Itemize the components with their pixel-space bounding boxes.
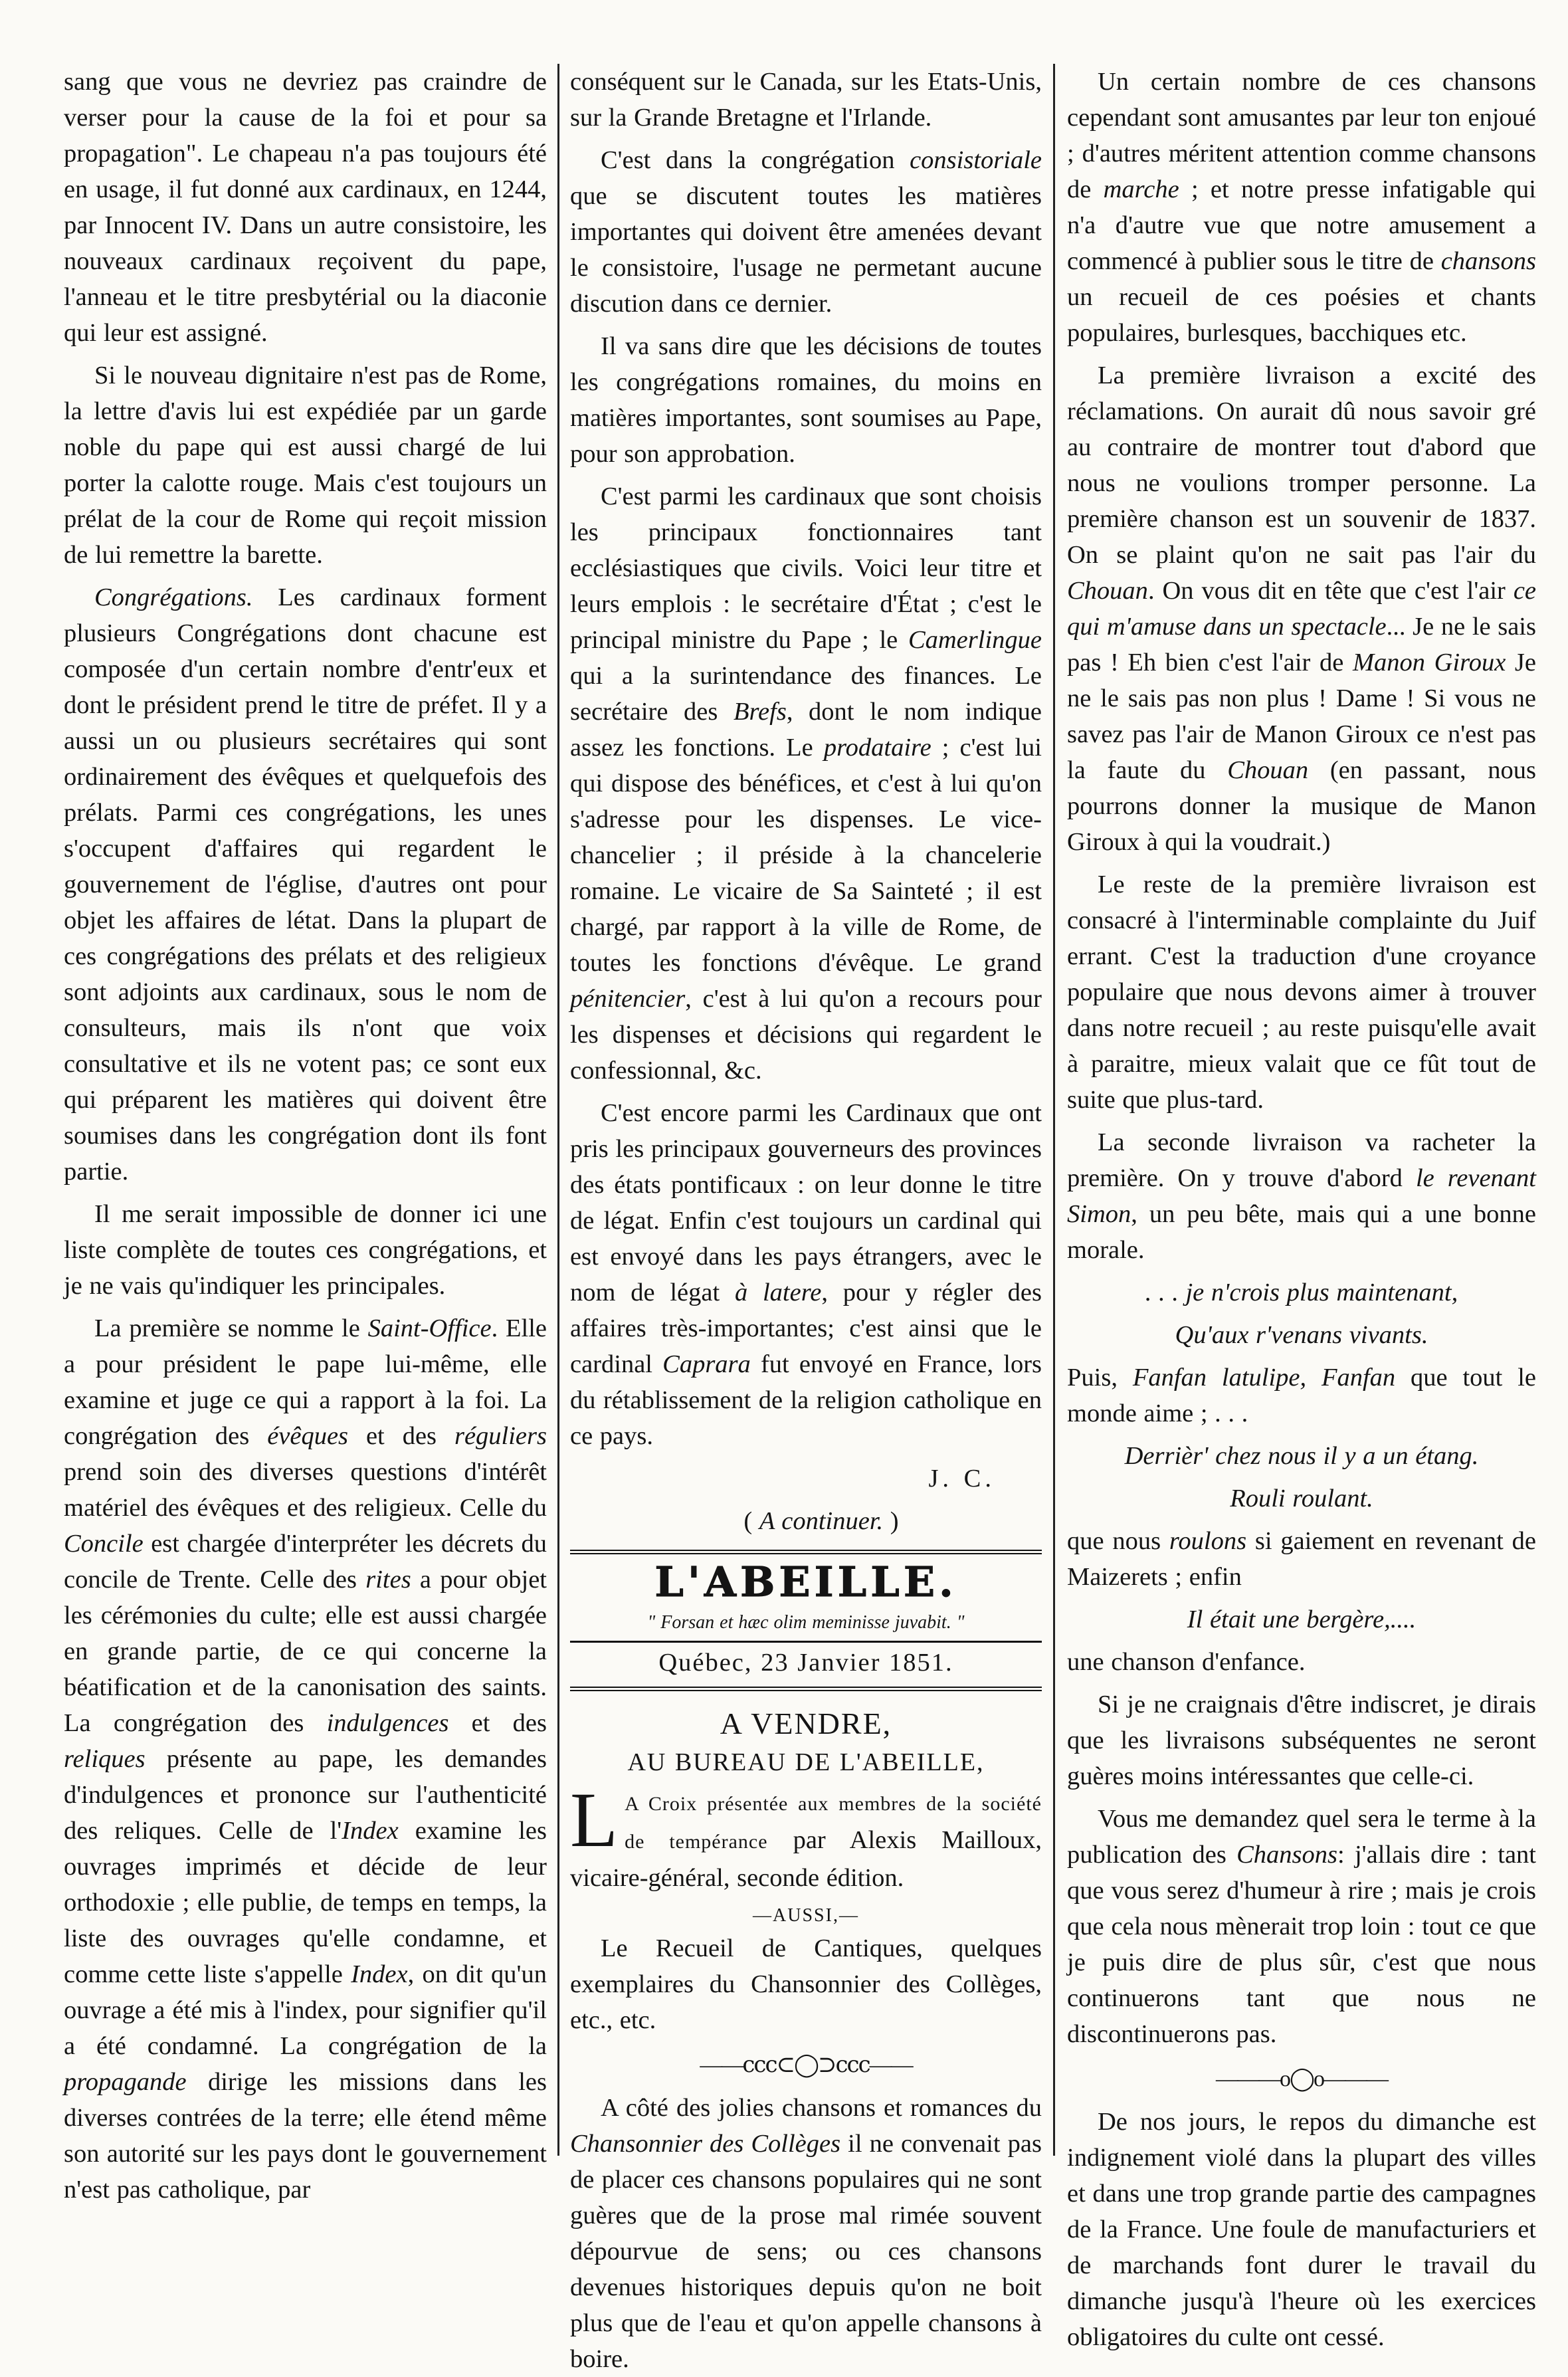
- paragraph: [1067, 358, 1536, 860]
- text-run: Puis,: [1067, 1364, 1133, 1392]
- continuation-note: ( A continuer. ): [743, 1507, 899, 1535]
- text-run: Vous me demandez quel sera le terme à la publication des: [1067, 1805, 1536, 1869]
- advertisement-subtitle: AU BUREAU DE L'ABEILLE,: [627, 1748, 985, 1776]
- text-run-italic: Chansons: [1236, 1841, 1337, 1869]
- text-run-italic: Caprara: [662, 1350, 751, 1378]
- text-run: , un peu bête, mais qui a une bonne morale.: [1067, 1200, 1536, 1264]
- masthead-title: L'ABEILLE.: [654, 1558, 957, 1606]
- text-run: que nous: [1067, 1527, 1169, 1555]
- text-run: , pour y régler des affaires très-importantes; c'est ainsi que le cardinal: [570, 1279, 1042, 1378]
- masthead-rule: [570, 1550, 1042, 1554]
- text-run: ... Je ne le sais pas ! Eh bien c'est l'air de: [1067, 613, 1536, 676]
- text-run: , c'est à lui qu'on a recours pour les dispenses et décisions qui regardent le confessionnal, &c.: [570, 985, 1042, 1085]
- text-run: qui a la surintendance des finances. Le secrétaire des: [570, 662, 1042, 726]
- text-run: A Croix: [625, 1793, 708, 1815]
- paragraph: conséquent sur le Canada, sur les Etats-Unis, sur la Grande Bretagne et l'Irlande.: [570, 68, 1042, 132]
- paragraph: sang que vous ne devriez pas craindre de verser pour la cause de la foi et pour sa propagation". Le chapeau n'a pas toujours été en usage, il fut donné aux cardinaux, en 1244, par Innocent IV. Dans un autre consistoire, les nouveaux cardinaux reçoivent du pape, l'anneau et le titre presbytérial ou la diaconie qui leur est assigné.: [64, 68, 547, 347]
- verse-line: Rouli roulant.: [1230, 1485, 1373, 1512]
- text-run: il ne convenait pas de placer ces chansons populaires qui ne sont guères que de la prose mal rimée souvent dépourvue de sens; ou ces chansons devenues historiques depuis qu'on ne boit plus que de l'eau et qu'on appelle chansons à boire.: [570, 2130, 1042, 2373]
- text-run-italic: propagande: [64, 2068, 187, 2096]
- text-run: par Alexis Mailloux, vicaire-général, seconde édition.: [570, 1826, 1042, 1892]
- text-run-italic: Chouan: [1227, 756, 1309, 784]
- text-run-italic: Index: [351, 1960, 408, 1988]
- text-run-italic: Index: [342, 1817, 399, 1845]
- signature: J. C.: [928, 1465, 995, 1493]
- paragraph: [1067, 1360, 1536, 1431]
- text-run-italic: Manon Giroux: [1352, 649, 1506, 676]
- text-run-italic: prodataire: [823, 734, 931, 762]
- column-divider: [1053, 64, 1055, 2156]
- text-run-italic: réguliers: [454, 1422, 547, 1450]
- text-run: a pour objet les cérémonies du culte; elle est aussi chargée en grande partie, de ce qui concerne la béatification et de la canonisation des saints. La congrégation des: [64, 1566, 547, 1737]
- text-run-italic: consistoriale: [910, 146, 1042, 174]
- advertisement-paragraph: [570, 1776, 1042, 1896]
- text-run: , dont le nom indique assez les fonctions. Le: [570, 698, 1042, 762]
- text-run-italic: Chouan: [1067, 577, 1148, 605]
- paragraph: [570, 478, 1042, 1088]
- text-run-italic: pénitencier: [570, 985, 686, 1013]
- paragraph: [1067, 1523, 1536, 1595]
- text-run: ; c'est lui qui dispose des bénéfices, et c'est à lui qu'on s'adresse pour les dispenses. Le vice-chancelier ; il préside à la chancelerie romaine. Le vicaire de Sa Sainteté ; il est chargé, par rapport à la ville de Rome, de toutes les fonctions d'évêque. Le grand: [570, 734, 1042, 977]
- text-run: C'est dans la congrégation: [601, 146, 910, 174]
- text-run-italic: rites: [365, 1566, 411, 1594]
- paragraph: une chanson d'enfance.: [1067, 1648, 1306, 1676]
- text-run: fut envoyé en France, lors du rétablissement de la religion catholique en ce pays.: [570, 1350, 1042, 1450]
- column-3: [1067, 64, 1536, 2351]
- text-run: C'est encore parmi les Cardinaux que ont pris les principaux gouverneurs des provinces des états pontificaux : on leur donne le titre de légat. Enfin c'est toujours un cardinal qui est envoyé dans les pays étrangers, avec le nom de légat: [570, 1099, 1042, 1306]
- text-run: Un certain nombre de ces chansons cependant sont amusantes par leur ton enjoué ; d'autres méritent attention comme chansons de: [1067, 68, 1536, 203]
- text-run-italic: évêques: [267, 1422, 349, 1450]
- text-run-italic: le revenant Simon: [1067, 1164, 1536, 1228]
- paragraph: [1067, 1801, 1536, 2052]
- continuation-text: A continuer.: [759, 1507, 884, 1535]
- text-run-italic: Saint-Office: [367, 1314, 492, 1342]
- aussi-heading: —AUSSI,—: [753, 1905, 859, 1926]
- ornament-divider: ——ⅽⅽⅽ⊂◯⊃ⅽⅽⅽ——: [700, 2053, 912, 2077]
- text-run-italic: ce qui m'amuse dans un spectacle: [1067, 577, 1536, 641]
- paragraph: Si je ne craignais d'être indiscret, je dirais que les livraisons subséquentes ne seront guères moins intéressantes que celle-ci.: [1067, 1691, 1536, 1790]
- text-run-italic: Concile: [64, 1530, 144, 1558]
- verse-line: Il était une bergère,....: [1187, 1605, 1417, 1633]
- text-run-italic: Fanfan latulipe, Fanfan: [1132, 1364, 1396, 1392]
- paragraph: [570, 1095, 1042, 1454]
- paragraph: Il va sans dire que les décisions de toutes les congrégations romaines, du moins en matières importantes, sont soumises au Pape, pour son approbation.: [570, 332, 1042, 468]
- column-2: [570, 64, 1042, 2373]
- text-run: : j'allais dire : tant que vous serez d'humeur à rire ; mais je crois que cela nous mènerait trop loin : tout ce que je puis dire de plus sûr, c'est que nous continuerons tant que nous ne discontinuerons pas.: [1067, 1841, 1536, 2048]
- ornament-divider: ———ο◯ο———: [1215, 2067, 1388, 2091]
- dateline: Québec, 23 Janvier 1851.: [570, 1643, 1042, 1691]
- text-run: (en passant, nous pourrons donner la musique de Manon Giroux à qui la voudrait.): [1067, 756, 1536, 856]
- text-run: Les cardinaux forment plusieurs Congrégations dont chacune est composée d'un certain nombre d'entr'eux et dont le président prend le titre de préfet. Il y a aussi un ou plusieurs secrétaires qui sont ordinairement des évêques et quelquefois des prélats. Parmi ces congrégations, les unes s'occupent d'affaires qui regardent le gouvernement de l'église, d'autres ont pour objet les affaires de létat. Dans la plupart de ces congrégations des prélats et des religieux sont adjoints aux cardinaux, sous le nom de consulteurs, mais ils n'ont que voix consultative et ils ne votent pas; ce sont eux qui préparent les matières qui doivent être soumises dans les congrégation dont ils font partie.: [64, 583, 547, 1186]
- text-run-italic: Camerlingue: [908, 626, 1042, 654]
- paragraph: Il me serait impossible de donner ici une liste complète de toutes ces congrégations, et je ne vais qu'indiquer les principales.: [64, 1200, 547, 1300]
- text-run-italic: Brefs: [733, 698, 787, 726]
- paragraph: [570, 2090, 1042, 2377]
- text-run-italic: roulons: [1169, 1527, 1247, 1555]
- paragraph: [570, 142, 1042, 322]
- text-run: si gaiement en revenant de Maizerets ; enfin: [1067, 1527, 1536, 1591]
- masthead-motto: " Forsan et hæc olim meminisse juvabit. ": [570, 1610, 1042, 1643]
- verse-line: . . . je n'crois plus maintenant,: [1145, 1279, 1458, 1306]
- text-run: La première se nomme le: [94, 1314, 368, 1342]
- text-run: . Elle a pour président le pape lui-même, elle examine et juge ce qui a rapport à la foi. La congrégation des: [64, 1314, 547, 1450]
- text-run: C'est parmi les cardinaux que sont choisis les principaux fonctionnaires tant ecclésiastiques que civils. Voici leur titre et leurs emplois : le secrétaire d'État ; c'est le principal ministre du Pape ; le: [570, 482, 1042, 654]
- text-run: que tout le monde aime ; . . .: [1067, 1364, 1536, 1427]
- text-run: prend soin des diverses questions d'intérêt matériel des évêques et des religieux. Celle du: [64, 1458, 547, 1522]
- text-run: La première livraison a excité des réclamations. On aurait dû nous savoir gré au contraire de montrer tout d'abord que nous ne voulions tromper personne. La première chanson est un souvenir de 1837. On se plaint qu'on ne sait pas l'air du: [1067, 362, 1536, 569]
- text-run: présente au pape, les demandes d'indulgences et prononce sur l'authenticité des reliques. Celle de l': [64, 1745, 547, 1845]
- text-run: un recueil de ces poésies et chants populaires, burlesques, bacchiques etc.: [1067, 283, 1536, 347]
- verse-line: Qu'aux r'venans vivants.: [1175, 1321, 1428, 1349]
- paragraph: Si le nouveau dignitaire n'est pas de Rome, la lettre d'avis lui est expédiée par un garde noble du pape qui est aussi chargé de lui porter la calotte rouge. Mais c'est toujours un prélat de la cour de Rome qui reçoit mission de lui remettre la barette.: [64, 362, 547, 569]
- paragraph: De nos jours, le repos du dimanche est indignement violé dans la plupart des villes et dans une trop grande partie des campagnes de la France. Une foule de manufacturiers et de marchands font durer le travail du dimanche jusqu'à l'heure où les exercices obligatoires du culte ont cessé.: [1067, 2108, 1536, 2351]
- advertisement-paragraph: Le Recueil de Cantiques, quelques exemplaires du Chansonnier des Collèges, etc., etc.: [570, 1934, 1042, 2034]
- text-run-italic: à latere: [734, 1279, 822, 1306]
- paragraph: [64, 1310, 547, 2208]
- text-run: que se discutent toutes les matières importantes qui doivent être amenées devant le consistoire, l'usage ne permetant aucune discution dans ce dernier.: [570, 182, 1042, 318]
- column-1: [64, 64, 547, 2204]
- text-run-italic: indulgences: [326, 1709, 449, 1737]
- advertisement-title: A VENDRE,: [720, 1706, 892, 1740]
- paragraph: [1067, 64, 1536, 351]
- text-run: et des: [448, 1709, 547, 1737]
- text-run: examine les ouvrages imprimés et décide de leur orthodoxie ; elle publie, de temps en temps, la liste des ouvrages qu'elle condamne, et comme cette liste s'appelle: [64, 1817, 547, 1988]
- section-heading: Congrégations.: [94, 583, 253, 611]
- text-run: A côté des jolies chansons et romances du: [601, 2094, 1042, 2122]
- text-run: La seconde livraison va racheter la première. On y trouve d'abord: [1067, 1128, 1536, 1192]
- text-run: dirige les missions dans les diverses contrées de la terre; elle étend même son autorité sur les pays dont le gouvernement n'est pas catholique, par: [64, 2068, 547, 2204]
- paragraph: Le reste de la première livraison est consacré à l'interminable complainte du Juif errant. C'est la traduction d'une croyance populaire que nous devons aimer à trouver dans notre recueil ; au reste puisqu'elle avait à paraitre, mieux valait que ce fût tout de suite que plus-tard.: [1067, 871, 1536, 1114]
- text-run: et des: [348, 1422, 454, 1450]
- paragraph: [64, 579, 547, 1189]
- text-run-italic: reliques: [64, 1745, 146, 1773]
- text-run: est chargée d'interpréter les décrets du concile de Trente. Celle des: [64, 1530, 547, 1594]
- paragraph: [1067, 1124, 1536, 1268]
- column-divider: [557, 64, 559, 2156]
- verse-line: Derrièr' chez nous il y a un étang.: [1124, 1442, 1479, 1470]
- text-run: . On vous dit en tête que c'est l'air: [1147, 577, 1514, 605]
- text-run: Je ne le sais pas non plus ! Dame ! Si vous ne savez pas l'air de Manon Giroux ce n'est pas la faute du: [1067, 649, 1536, 784]
- drop-cap: L: [570, 1776, 619, 1863]
- text-run-italic: Chansonnier des Collèges: [570, 2130, 841, 2158]
- text-run-smallcaps: présentée aux membres de la société de tempérance: [625, 1793, 1042, 1853]
- text-run-italic: chansons: [1440, 247, 1536, 275]
- text-run-italic: marche: [1103, 175, 1179, 203]
- text-run: , on dit qu'un ouvrage a été mis à l'index, pour signifier qu'il a été condamné. La congrégation de la: [64, 1960, 547, 2060]
- text-run: ; et notre presse infatigable qui n'a d'autre vue que notre amusement a commencé à publier sous le titre de: [1067, 175, 1536, 275]
